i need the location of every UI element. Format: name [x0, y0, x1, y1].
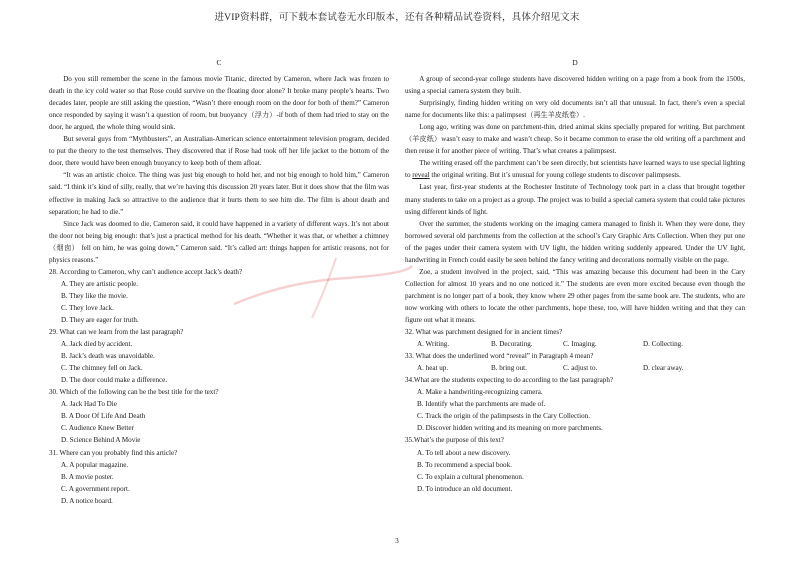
passage-d-paragraph-4 [405, 157, 745, 181]
p4-text-before: The writing erased off the parchment can’t be seen directly, but scientists have learned ways to use special lighting to [405, 159, 745, 180]
underlined-word-reveal: reveal [412, 171, 430, 180]
q34-option-b: B. Identify what the parchments are made of. [417, 400, 546, 409]
passage-d-paragraph-2: Surprisingly, finding hidden writing on very old documents isn’t all that unusual. In fact, there’s even a special name for documents like this: a palimpsest（再生羊皮纸卷）. [405, 99, 745, 120]
q34-option-d: D. Discover hidden writing and its meaning on more parchments. [417, 424, 603, 433]
q34-option-c: C. Track the origin of the palimpsests in the Cary Collection. [417, 412, 590, 421]
q33-option-d: D. clear away. [643, 364, 684, 373]
q33-option-c: C. adjust to. [563, 364, 598, 373]
q28-option-b: B. They like the movie. [61, 291, 128, 300]
q34-option-a: A. Make a handwriting-recognizing camera. [417, 388, 543, 397]
question-30: 30. Which of the following can be the best title for the text? [49, 388, 219, 397]
passage-d-paragraph-3: Long ago, writing was done on parchment-thin, dried animal skins specially prepared for writing. But parchment（羊皮纸）wasn’t easy to make and wasn’t cheap. So it became common to erase the old writing off a parchment and then reuse it for another piece of writing. That’s what creates a palimpsest. [405, 123, 745, 156]
q30-option-a: A. Jack Had To Die [61, 400, 117, 409]
q28-option-a: A. They are artistic people. [61, 279, 139, 288]
q31-option-b: B. A movie poster. [61, 472, 114, 481]
passage-d-paragraph-7: Zoe, a student involved in the project, said, “This was amazing because this document had been in the Cary Collection for almost 10 years and no one noticed it.” The students are even more excited because even though the parchment is no longer part of a book, they know where 29 other pages from the same book are. The students, who are now working with others to locate the other parchments, hope these, too, will have hidden writing and that they can figure out what it means. [405, 267, 745, 324]
question-33: 33. What does the underlined word “reveal” in Paragraph 4 mean? [405, 352, 594, 361]
passage-d-paragraph-6: Over the summer, the students working on the imaging camera managed to finish it. When they were done, they borrowed several old parchments from the collection at the school’s Cary Graphic Arts Collection. When they put one of the pages under their camera system with UV light, the hidden writing suddenly appeared. Under the UV light, handwriting in French could easily be seen behind the fancy writing and decorations normally visible on the page. [405, 219, 745, 264]
q33-options [405, 362, 745, 374]
q31-option-a: A. A popular magazine. [61, 460, 129, 469]
q35-option-a: A. To tell about a new discovery. [417, 448, 511, 457]
passage-d-paragraph-1: A group of second-year college students have discovered hidden writing on a page from a book from the 1500s, using a special camera system they built. [405, 75, 745, 96]
question-31: 31. Where can you probably find this article? [49, 448, 178, 457]
p4-text-after: the original writing. But it’s unusual for young college students to discover palimpsests. [429, 171, 681, 180]
q32-option-a: A. Writing. [417, 340, 450, 349]
q35-option-b: B. To recommend a special book. [417, 460, 512, 469]
question-32: 32. What was parchment designed for in ancient times? [405, 328, 563, 337]
q35-option-d: D. To introduce an old document. [417, 484, 513, 493]
q29-option-c: C. The chimney fell on Jack. [61, 364, 143, 373]
passage-c-paragraph-2: But several guys from “Mythbusters”, an Australian-American science entertainment television program, decided to put the theory to the test themselves. They discovered that if Rose had took off her life jacket to the bottom of the door, there would have been enough buoyancy to keep both of them afloat. [49, 135, 389, 168]
question-28: 28. According to Cameron, why can’t audience accept Jack’s death? [49, 267, 243, 276]
passage-d-column [405, 57, 745, 495]
section-title-c: C [216, 58, 222, 67]
q30-option-d: D. Science Behind A Movie [61, 436, 141, 445]
q29-option-a: A. Jack died by accident. [61, 340, 133, 349]
q32-option-d: D. Collecting. [643, 340, 683, 349]
q30-option-b: B. A Door Of Life And Death [61, 412, 146, 421]
q35-option-c: C. To explain a cultural phenomenon. [417, 472, 524, 481]
q33-option-a: A. heat up. [417, 364, 449, 373]
vip-banner: 进VIP资料群，可下载本套试卷无水印版本，还有各种精品试卷资料，具体介绍见文末 [214, 13, 580, 23]
q29-option-b: B. Jack’s death was unavoidable. [61, 352, 155, 361]
q32-option-c: C. Imaging. [563, 340, 597, 349]
q28-option-c: C. They love Jack. [61, 303, 114, 312]
question-34: 34.What are the students expecting to do according to the last paragraph? [405, 376, 614, 385]
page-number: 3 [395, 537, 399, 545]
q32-option-b: B. Decorating. [491, 340, 533, 349]
q28-option-d: D. They are eager for truth. [61, 315, 139, 324]
passage-c-paragraph-1: Do you still remember the scene in the famous movie Titanic, directed by Cameron, where Jack was frozen to death in the icy cold water so that Rose could survive on the floating door alone? It broke many people’s hearts. Two decades later, people are still asking the question, “Wasn’t there enough room on the door for both of them?” Cameron once responded by saying it wasn’t a question of room, but buoyancy（浮力）-if both of them had tried to stay on the door, he argued, the whole thing would sink. [49, 75, 389, 132]
q31-option-c: C. A government report. [61, 484, 130, 493]
q32-options [405, 338, 745, 350]
q30-option-c: C. Audience Knew Better [61, 424, 134, 433]
passage-c-paragraph-4: Since Jack was doomed to die, Cameron said, it could have happened in a variety of different ways. It’s not about the door not being big enough: that’s just a practical method for his death. “Whether it was that, or whether a chimney （烟囱） fell on him, he was going down,” Cameron said. “It’s called art: things happen for artistic reasons, not for physics reasons.” [49, 219, 389, 264]
question-35: 35.What’s the purpose of this text? [405, 436, 504, 445]
question-29: 29. What can we learn from the last paragraph? [49, 328, 184, 337]
section-title-d: D [572, 58, 578, 67]
passage-c-column [49, 57, 389, 507]
q31-option-d: D. A notice board. [61, 496, 113, 505]
passage-d-paragraph-5: Last year, first-year students at the Rochester Institute of Technology took part in a class that brought together many students to take on a project as a group. The project was to build a special camera system that could take pictures using different kinds of light. [405, 183, 745, 216]
q33-option-b: B. bring out. [491, 364, 527, 373]
q29-option-d: D. The door could make a difference. [61, 376, 168, 385]
passage-c-paragraph-3: “It was an artistic choice. The thing was just big enough to hold her, and not big enough to hold him,” Cameron said. “I think it’s kind of silly, really, that we’re having this discussion 20 years later. But it does show that the film was effective in making Jack so attractive to the audience that it hurts them to see him die. The film is about death and separation; he had to die.” [49, 171, 389, 216]
